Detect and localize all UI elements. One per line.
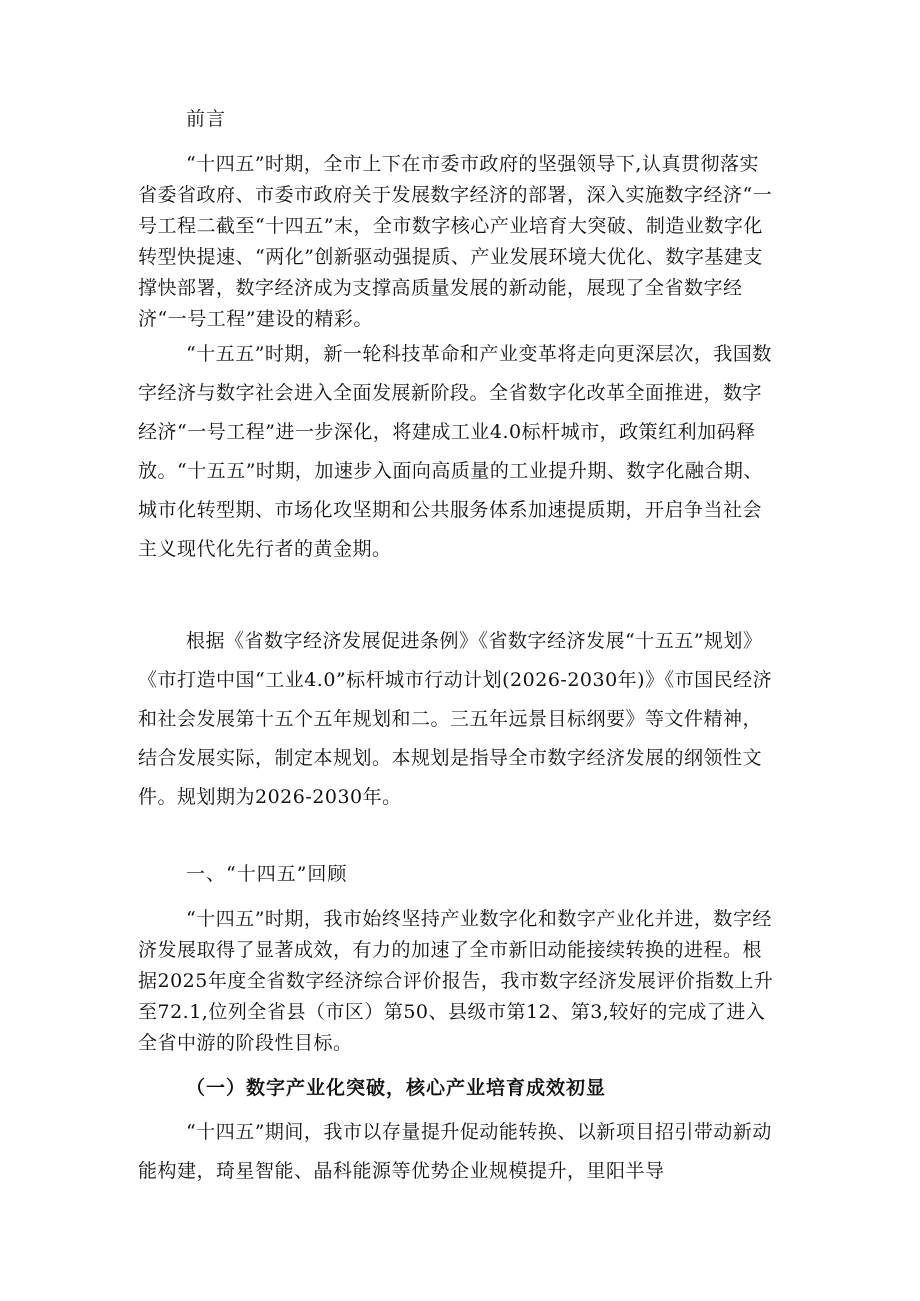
paragraph-preface-1: “十四五”时期，全市上下在市委市政府的坚强领导下,认真贯彻落实省委省政府、市委市政府关于发展数字经济的部署，深入实施数字经济“一号工程二截至“十四五”末，全市数字核心产业培育大突破、制造业数字化转型快提速、“两化”创新驱动强提质、产业发展环境大优化、数字基建支撑快部署，数字经济成为支撑高质量发展的新动能，展现了全省数字经济“一号工程”建设的精彩。: [138, 153, 773, 330]
paragraph-preface-2: “十五五”时期，新一轮科技革命和产业变革将走向更深层次，我国数字经济与数字社会进入全面发展新阶段。全省数字化改革全面推进，数字经济“一号工程”进一步深化，将建成工业4.0标杆城市，政策红利加码释放。“十五五”时期，加速步入面向高质量的工业提升期、数字化融合期、城市化转型期、市场化攻坚期和公共服务体系加速提质期，开启争当社会主义现代化先行者的黄金期。: [138, 343, 772, 560]
paragraph-review-1: “十四五”时期，我市始终坚持产业数字化和数字产业化并进，数字经济发展取得了显著成效，有力的加速了全市新旧动能接续转换的进程。根据2025年度全省数字经济综合评价报告，我市数字经济发展评价指数上升至72.1,位列全省县（市区）第50、县级市第12、第3,较好的完成了进入全省中游的阶段性目标。: [138, 908, 774, 1054]
subsection-title-digital-industrialization: （一）数字产业化突破，核心产业培育成效初显: [186, 1077, 607, 1099]
paragraph-preface-3: 根据《省数字经济发展促进条例》《省数字经济发展“十五五”规划》《市打造中国“工业4.0”标杆城市行动计划(2026-2030年)》《市国民经济和社会发展第十五个五年规划和二。三五年远景目标纲要》等文件精神，结合发展实际，制定本规划。本规划是指导全市数字经济发展的纲领性文件。规划期为2026-2030年。: [138, 630, 773, 808]
preface-title: 前言: [186, 108, 227, 130]
paragraph-digital-industrialization: “十四五”期间，我市以存量提升促动能转换、以新项目招引带动新动能构建，琦星智能、晶科能源等优势企业规模提升，里阳半导: [138, 1121, 772, 1182]
section-title-review: 一、“十四五”回顾: [186, 863, 348, 885]
